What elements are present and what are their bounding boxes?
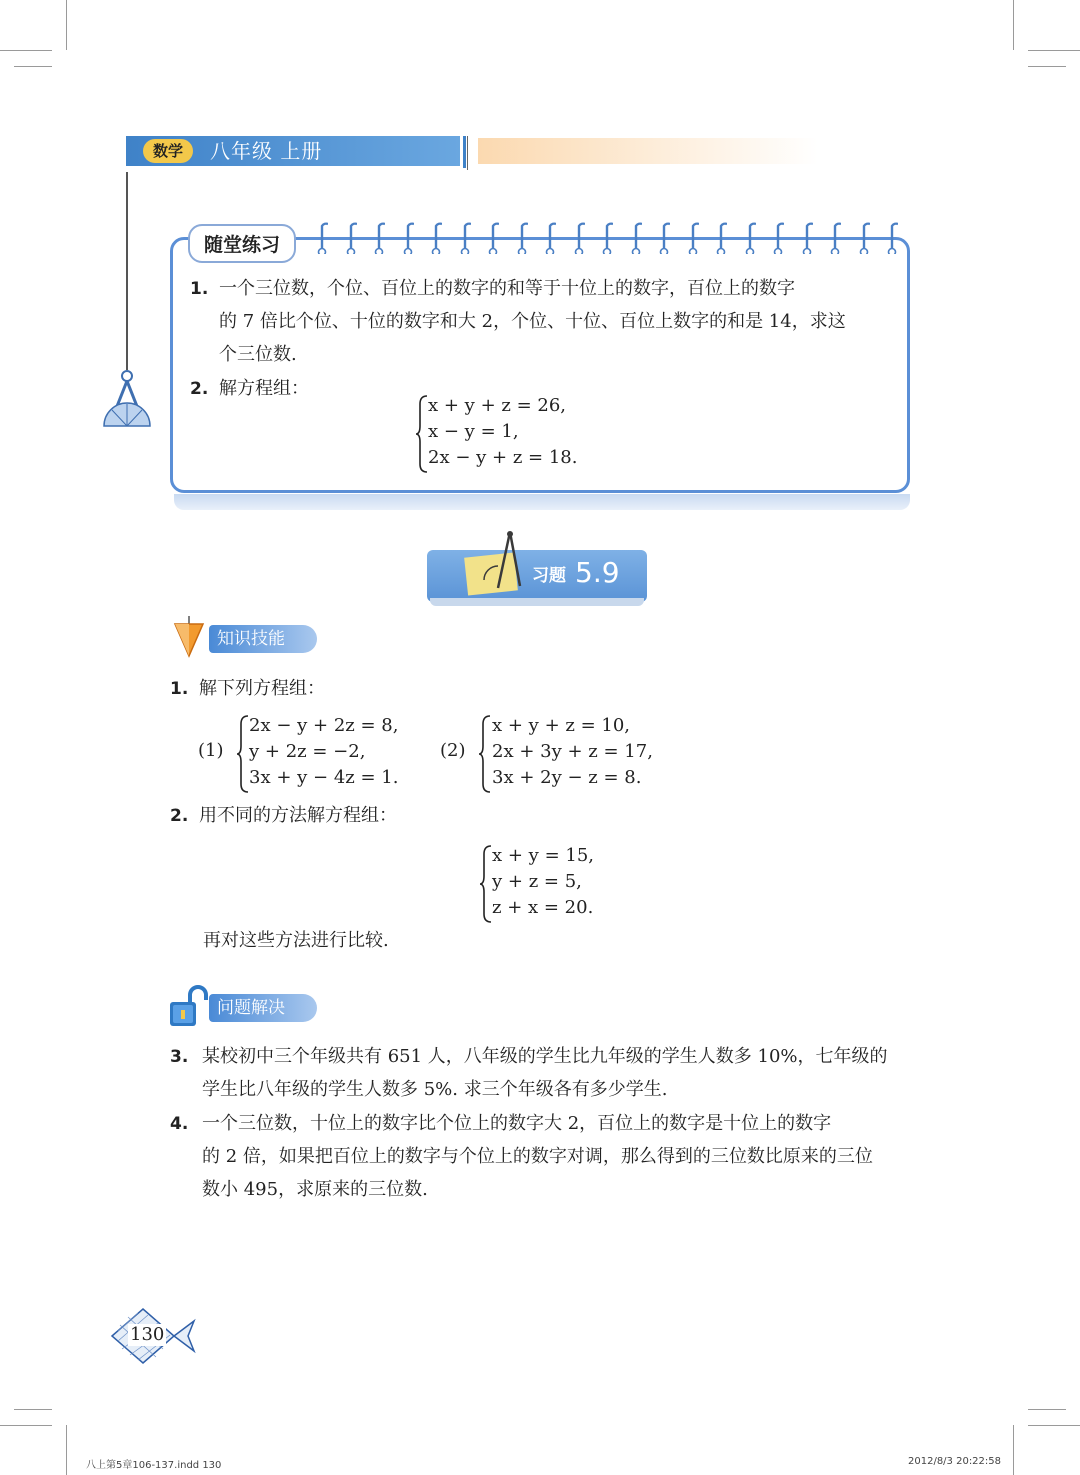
ex2-after-text: 再对这些方法进行比较. bbox=[203, 930, 389, 951]
ex4-line-3: 数小 495，求原来的三位数. bbox=[202, 1179, 428, 1200]
header-divider bbox=[463, 136, 466, 168]
ex3-line-1: 某校初中三个年级共有 651 人，八年级的学生比九年级的学生人数多 10%，七年级的 bbox=[202, 1046, 888, 1067]
spiral-ring bbox=[542, 218, 556, 254]
practice-eq-1: x + y + z = 26, bbox=[428, 395, 567, 416]
ex3-line-2: 学生比八年级的学生人数多 5%. 求三个年级各有多少学生. bbox=[202, 1079, 668, 1100]
section-problem-solving: 问题解决 bbox=[209, 994, 317, 1022]
ex2-number: 2. bbox=[170, 806, 189, 826]
ex1-number: 1. bbox=[170, 679, 189, 699]
spiral-ring bbox=[884, 218, 898, 254]
crop-mark bbox=[66, 0, 67, 50]
crop-mark bbox=[66, 1425, 67, 1475]
section-knowledge-skills: 知识技能 bbox=[209, 625, 317, 653]
spiral-ring bbox=[742, 218, 756, 254]
crop-mark bbox=[1028, 66, 1066, 67]
margin-line bbox=[126, 172, 128, 370]
spiral-ring bbox=[770, 218, 784, 254]
exercise-tag-shadow bbox=[430, 598, 644, 606]
practice-eq-2: x − y = 1, bbox=[428, 421, 519, 442]
practice-q1-line-2: 的 7 倍比个位、十位的数字和大 2，个位、十位、百位上数字的和是 14，求这 bbox=[219, 311, 846, 332]
practice-eq-3: 2x − y + z = 18. bbox=[428, 447, 578, 468]
page-number: 130 bbox=[130, 1324, 165, 1345]
spiral-ring bbox=[457, 218, 471, 254]
ex3-number: 3. bbox=[170, 1047, 189, 1067]
spiral-ring bbox=[428, 218, 442, 254]
ex1-part2-eq-1: x + y + z = 10, bbox=[492, 715, 631, 736]
practice-box-shadow bbox=[174, 494, 910, 510]
spiral-ring bbox=[514, 218, 528, 254]
crop-mark bbox=[1013, 0, 1014, 50]
crop-mark bbox=[1028, 1425, 1080, 1426]
compass-icon bbox=[100, 368, 154, 430]
ex2-text: 用不同的方法解方程组： bbox=[199, 805, 397, 826]
crop-mark bbox=[14, 1409, 52, 1410]
spiral-ring bbox=[571, 218, 585, 254]
crop-mark bbox=[1013, 1425, 1014, 1475]
ex2-eq-3: z + x = 20. bbox=[492, 897, 594, 918]
plumb-bob-icon bbox=[172, 616, 206, 658]
spiral-ring bbox=[628, 218, 642, 254]
header-divider-line bbox=[467, 136, 468, 170]
spiral-ring bbox=[856, 218, 870, 254]
ex1-part1-eq-3: 3x + y − 4z = 1. bbox=[249, 767, 399, 788]
equation-brace bbox=[415, 394, 429, 474]
spiral-ring bbox=[827, 218, 841, 254]
ex1-part2-label: (2) bbox=[440, 740, 466, 761]
ex1-part1-eq-1: 2x − y + 2z = 8, bbox=[249, 715, 399, 736]
exercise-label: 习题 bbox=[532, 566, 566, 586]
practice-q2-number: 2. bbox=[190, 379, 209, 399]
spiral-ring bbox=[343, 218, 357, 254]
ex1-text: 解下列方程组： bbox=[199, 678, 325, 699]
exercise-number: 5.9 bbox=[575, 556, 620, 589]
subject-badge: 数学 bbox=[143, 139, 193, 163]
practice-q1-line-3: 个三位数. bbox=[219, 344, 297, 365]
spiral-ring bbox=[599, 218, 613, 254]
ex1-part2-eq-3: 3x + 2y − z = 8. bbox=[492, 767, 642, 788]
spiral-ring bbox=[685, 218, 699, 254]
book-title: 八年级 上册 bbox=[210, 139, 323, 163]
crop-mark bbox=[1028, 1409, 1066, 1410]
ex4-number: 4. bbox=[170, 1114, 189, 1134]
spiral-ring bbox=[371, 218, 385, 254]
ex4-line-2: 的 2 倍，如果把百位上的数字与个位上的数字对调，那么得到的三位数比原来的三位 bbox=[202, 1146, 873, 1167]
practice-q1-number: 1. bbox=[190, 279, 209, 299]
crop-mark bbox=[14, 66, 52, 67]
crop-mark bbox=[0, 1425, 52, 1426]
spiral-ring bbox=[656, 218, 670, 254]
ex1-part1-label: (1) bbox=[198, 740, 224, 761]
equation-brace bbox=[478, 714, 492, 794]
practice-title: 随堂练习 bbox=[188, 224, 296, 263]
footer-timestamp: 2012/8/3 20:22:58 bbox=[908, 1456, 1002, 1467]
ex1-part1-eq-2: y + 2z = −2, bbox=[249, 741, 366, 762]
spiral-ring bbox=[713, 218, 727, 254]
spiral-ring bbox=[314, 218, 328, 254]
ex1-part2-eq-2: 2x + 3y + z = 17, bbox=[492, 741, 653, 762]
crop-mark bbox=[0, 50, 52, 51]
header-gradient-band bbox=[478, 138, 818, 164]
crop-mark bbox=[1028, 50, 1080, 51]
practice-q2-text: 解方程组： bbox=[219, 378, 309, 399]
ex4-line-1: 一个三位数，十位上的数字比个位上的数字大 2，百位上的数字是十位上的数字 bbox=[202, 1113, 832, 1134]
spiral-ring bbox=[485, 218, 499, 254]
spiral-ring bbox=[799, 218, 813, 254]
footer-filename: 八上第5章106-137.indd 130 bbox=[86, 1460, 222, 1471]
compass-drawing-icon bbox=[478, 528, 526, 596]
equation-brace bbox=[236, 714, 250, 794]
equation-brace bbox=[479, 844, 493, 924]
practice-q1-line-1: 一个三位数，个位、百位上的数字的和等于十位上的数字，百位上的数字 bbox=[219, 278, 795, 299]
ex2-eq-1: x + y = 15, bbox=[492, 845, 594, 866]
padlock-icon bbox=[168, 984, 208, 1028]
ex2-eq-2: y + z = 5, bbox=[492, 871, 582, 892]
spiral-ring bbox=[400, 218, 414, 254]
